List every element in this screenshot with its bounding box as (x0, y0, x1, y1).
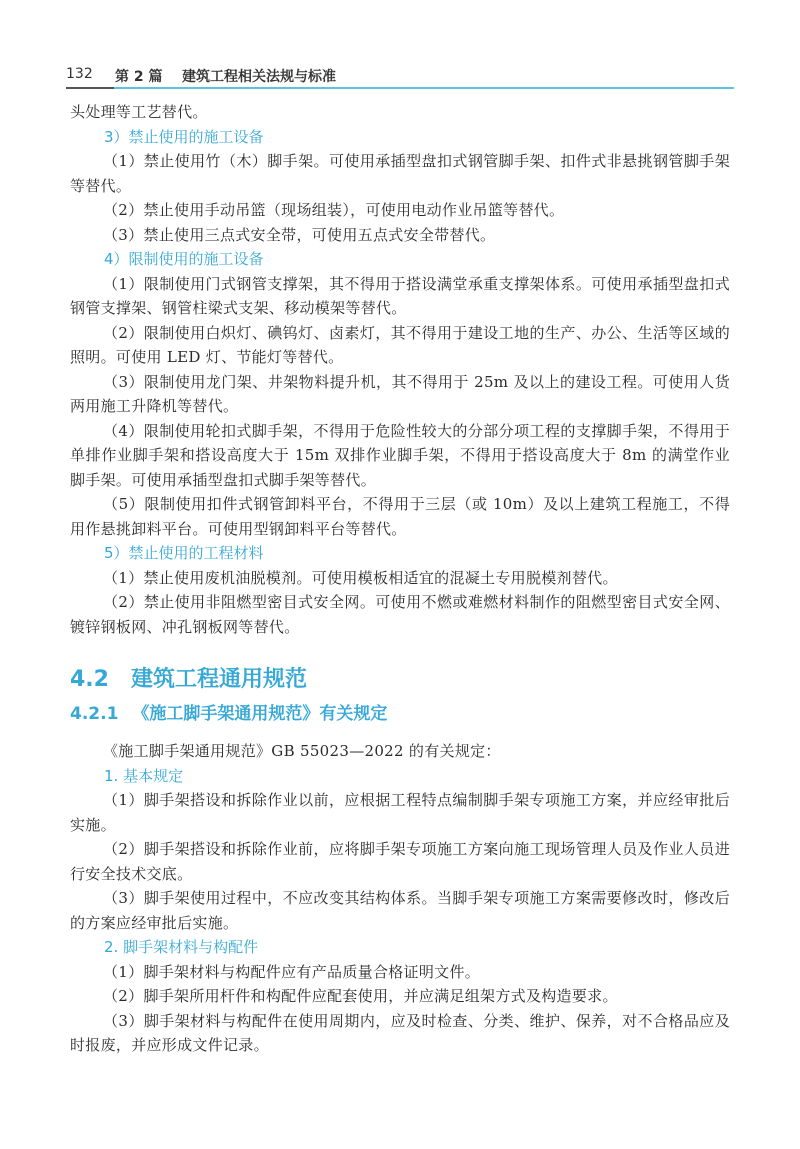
header-rule-accent (114, 87, 734, 89)
subheading: 5）禁止使用的工程材料 (104, 544, 264, 562)
section-number: 4.2 (70, 667, 109, 692)
paragraph: （2）脚手架搭设和拆除作业前，应将脚手架专项施工方案向施工现场管理人员及作业人员进行安全技术交底。 (70, 840, 730, 883)
paragraph: （4）限制使用轮扣式脚手架，不得用于危险性较大的分部分项工程的支撑脚手架，不得用于单排作业脚手架和搭设高度大于 15m 双排作业脚手架，不得用于搭设高度大于 8m 的满堂作业脚手架。可使用承插型盘扣式脚手架等替代。 (70, 421, 730, 489)
page-header (66, 62, 734, 88)
paragraph: （3）限制使用龙门架、井架物料提升机，其不得用于 25m 及以上的建设工程。可使用人货两用施工升降机等替代。 (70, 372, 730, 415)
page-body (70, 100, 730, 1058)
subheading: 3）禁止使用的施工设备 (104, 127, 264, 146)
paragraph: 《施工脚手架通用规范》GB 55023—2022 的有关规定： (103, 742, 501, 760)
paragraph: （3）脚手架材料与构配件在使用周期内，应及时检查、分类、维护、保养，对不合格品应及时报废，并应形成文件记录。 (70, 1011, 730, 1054)
subsection-title: 《施工脚手架通用规范》有关规定 (132, 704, 388, 724)
paragraph: （1）限制使用门式钢管支撑架，其不得用于搭设满堂承重支撑架体系。可使用承插型盘扣式钢管支撑架、钢管柱梁式支架、移动模架等替代。 (70, 274, 730, 317)
subsection-heading (70, 699, 730, 729)
paragraph: （2）禁止使用非阻燃型密目式安全网。可使用不燃或难燃材料制作的阻燃型密目式安全网、镀锌钢板网、冲孔钢板网等替代。 (70, 593, 730, 636)
header-rule-dark (66, 87, 114, 89)
part-label: 第 2 篇 (115, 69, 163, 85)
paragraph: 头处理等工艺替代。 (70, 103, 208, 121)
subsection-number: 4.2.1 (70, 704, 119, 724)
paragraph: （2）限制使用白炽灯、碘钨灯、卤素灯，其不得用于建设工地的生产、办公、生活等区域的照明。可使用 LED 灯、节能灯等替代。 (70, 323, 730, 366)
paragraph: （5）限制使用扣件式钢管卸料平台，不得用于三层（或 10m）及以上建筑工程施工，不得用作悬挑卸料平台。可使用型钢卸料平台等替代。 (70, 495, 730, 538)
paragraph: （1）脚手架搭设和拆除作业以前，应根据工程特点编制脚手架专项施工方案，并应经审批后实施。 (70, 791, 730, 834)
paragraph: （1）脚手架材料与构配件应有产品质量合格证明文件。 (103, 962, 481, 981)
paragraph: （1）禁止使用废机油脱模剂。可使用模板相适宜的混凝土专用脱模剂替代。 (103, 568, 618, 587)
page-number: 132 (66, 66, 93, 82)
subheading: 1. 基本规定 (104, 766, 184, 785)
paragraph: （2）脚手架所用杆件和构配件应配套使用，并应满足组架方式及构造要求。 (103, 987, 618, 1005)
section-heading (70, 663, 730, 697)
subheading: 2. 脚手架材料与构配件 (104, 938, 259, 956)
paragraph: （1）禁止使用竹（木）脚手架。可使用承插型盘扣式钢管脚手架、扣件式非悬挑钢管脚手架等替代。 (70, 152, 730, 195)
paragraph: （3）禁止使用三点式安全带，可使用五点式安全带替代。 (103, 225, 496, 244)
paragraph: （2）禁止使用手动吊篮（现场组装），可使用电动作业吊篮等替代。 (103, 201, 565, 219)
part-title: 建筑工程相关法规与标准 (182, 69, 336, 85)
paragraph: （3）脚手架使用过程中，不应改变其结构体系。当脚手架专项施工方案需要修改时，修改后的方案应经审批后实施。 (70, 889, 730, 932)
section-title: 建筑工程通用规范 (130, 667, 307, 692)
subheading: 4）限制使用的施工设备 (104, 250, 264, 268)
